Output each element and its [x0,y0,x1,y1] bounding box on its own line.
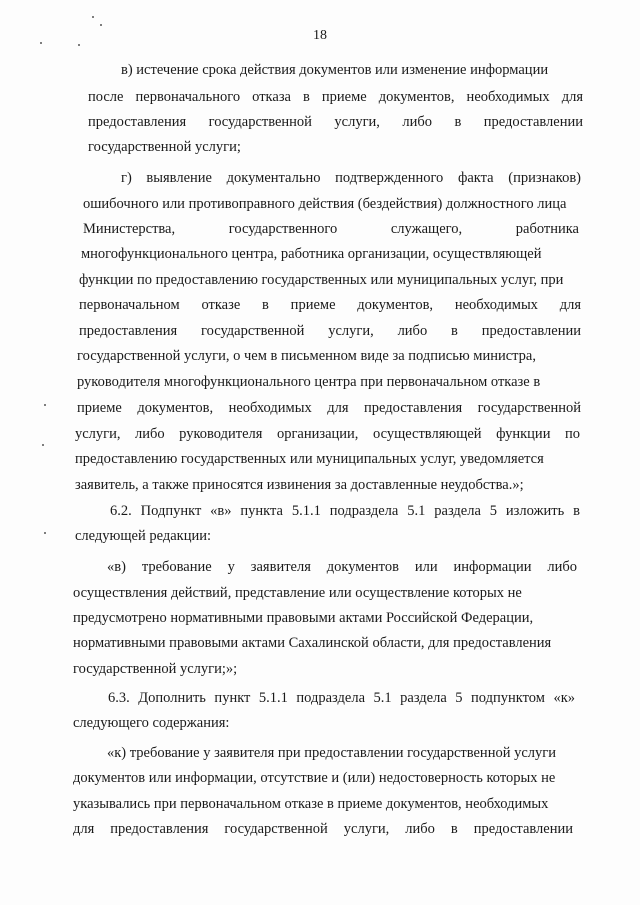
scan-speck [44,404,46,406]
text-line: следующей редакции: [75,528,212,544]
text-line: предусмотрено нормативными правовыми актами Российской Федерации, [73,610,534,626]
text-line: первоначальном отказе в приеме документов, необходимых для [79,297,581,313]
scan-speck [92,16,94,18]
text-line: функции по предоставлению государственных или муниципальных услуг, при [79,272,564,288]
text-line: приеме документов, необходимых для предоставления государственной [77,400,581,416]
text-line: услуги, либо руководителя организации, осуществляющей функции по [75,426,580,442]
text-line: нормативными правовыми актами Сахалинской области, для предоставления [73,635,552,651]
scan-speck [40,42,42,44]
text-line: заявитель, а также приносятся извинения за доставленные неудобства.»; [75,477,524,493]
text-line: многофункционального центра, работника организации, осуществляющей [81,246,542,262]
text-line: предоставления государственной услуги, либо в предоставлении [79,323,581,339]
text-line: после первоначального отказа в приеме документов, необходимых для [88,89,583,105]
text-line: руководителя многофункционального центра при первоначальном отказе в [77,374,541,390]
text-line: государственной услуги, о чем в письменном виде за подписью министра, [77,348,536,364]
scan-speck [44,532,46,534]
text-line: ошибочного или противоправного действия (бездействия) должностного лица [83,196,567,212]
page-number: 18 [313,28,327,43]
scan-speck [42,444,44,446]
text-line: для предоставления государственной услуги, либо в предоставлении [73,821,573,837]
text-line: 6.3. Дополнить пункт 5.1.1 подраздела 5.1 раздела 5 подпунктом «к» [108,690,575,706]
text-line: предоставления государственной услуги, либо в предоставлении [88,114,583,130]
scan-speck [100,24,102,26]
text-line: предоставлению государственных или муниципальных услуг, уведомляется [75,451,544,467]
text-line: следующего содержания: [73,715,230,731]
scan-speck [78,44,80,46]
text-line: Министерства, государственного служащего, работника [83,221,579,237]
text-line: в) истечение срока действия документов или изменение информации [121,62,549,78]
text-line: 6.2. Подпункт «в» пункта 5.1.1 подраздела 5.1 раздела 5 изложить в [110,503,580,519]
text-line: «в) требование у заявителя документов или информации либо [107,559,577,575]
text-line: г) выявление документально подтвержденного факта (признаков) [121,170,581,186]
text-line: указывались при первоначальном отказе в приеме документов, необходимых [73,796,549,812]
text-line: государственной услуги; [88,139,241,155]
text-line: государственной услуги;»; [73,661,238,677]
text-line: «к) требование у заявителя при предоставлении государственной услуги [107,745,556,761]
text-line: осуществления действий, представление или осуществление которых не [73,585,522,601]
text-line: документов или информации, отсутствие и (или) недостоверность которых не [73,770,556,786]
